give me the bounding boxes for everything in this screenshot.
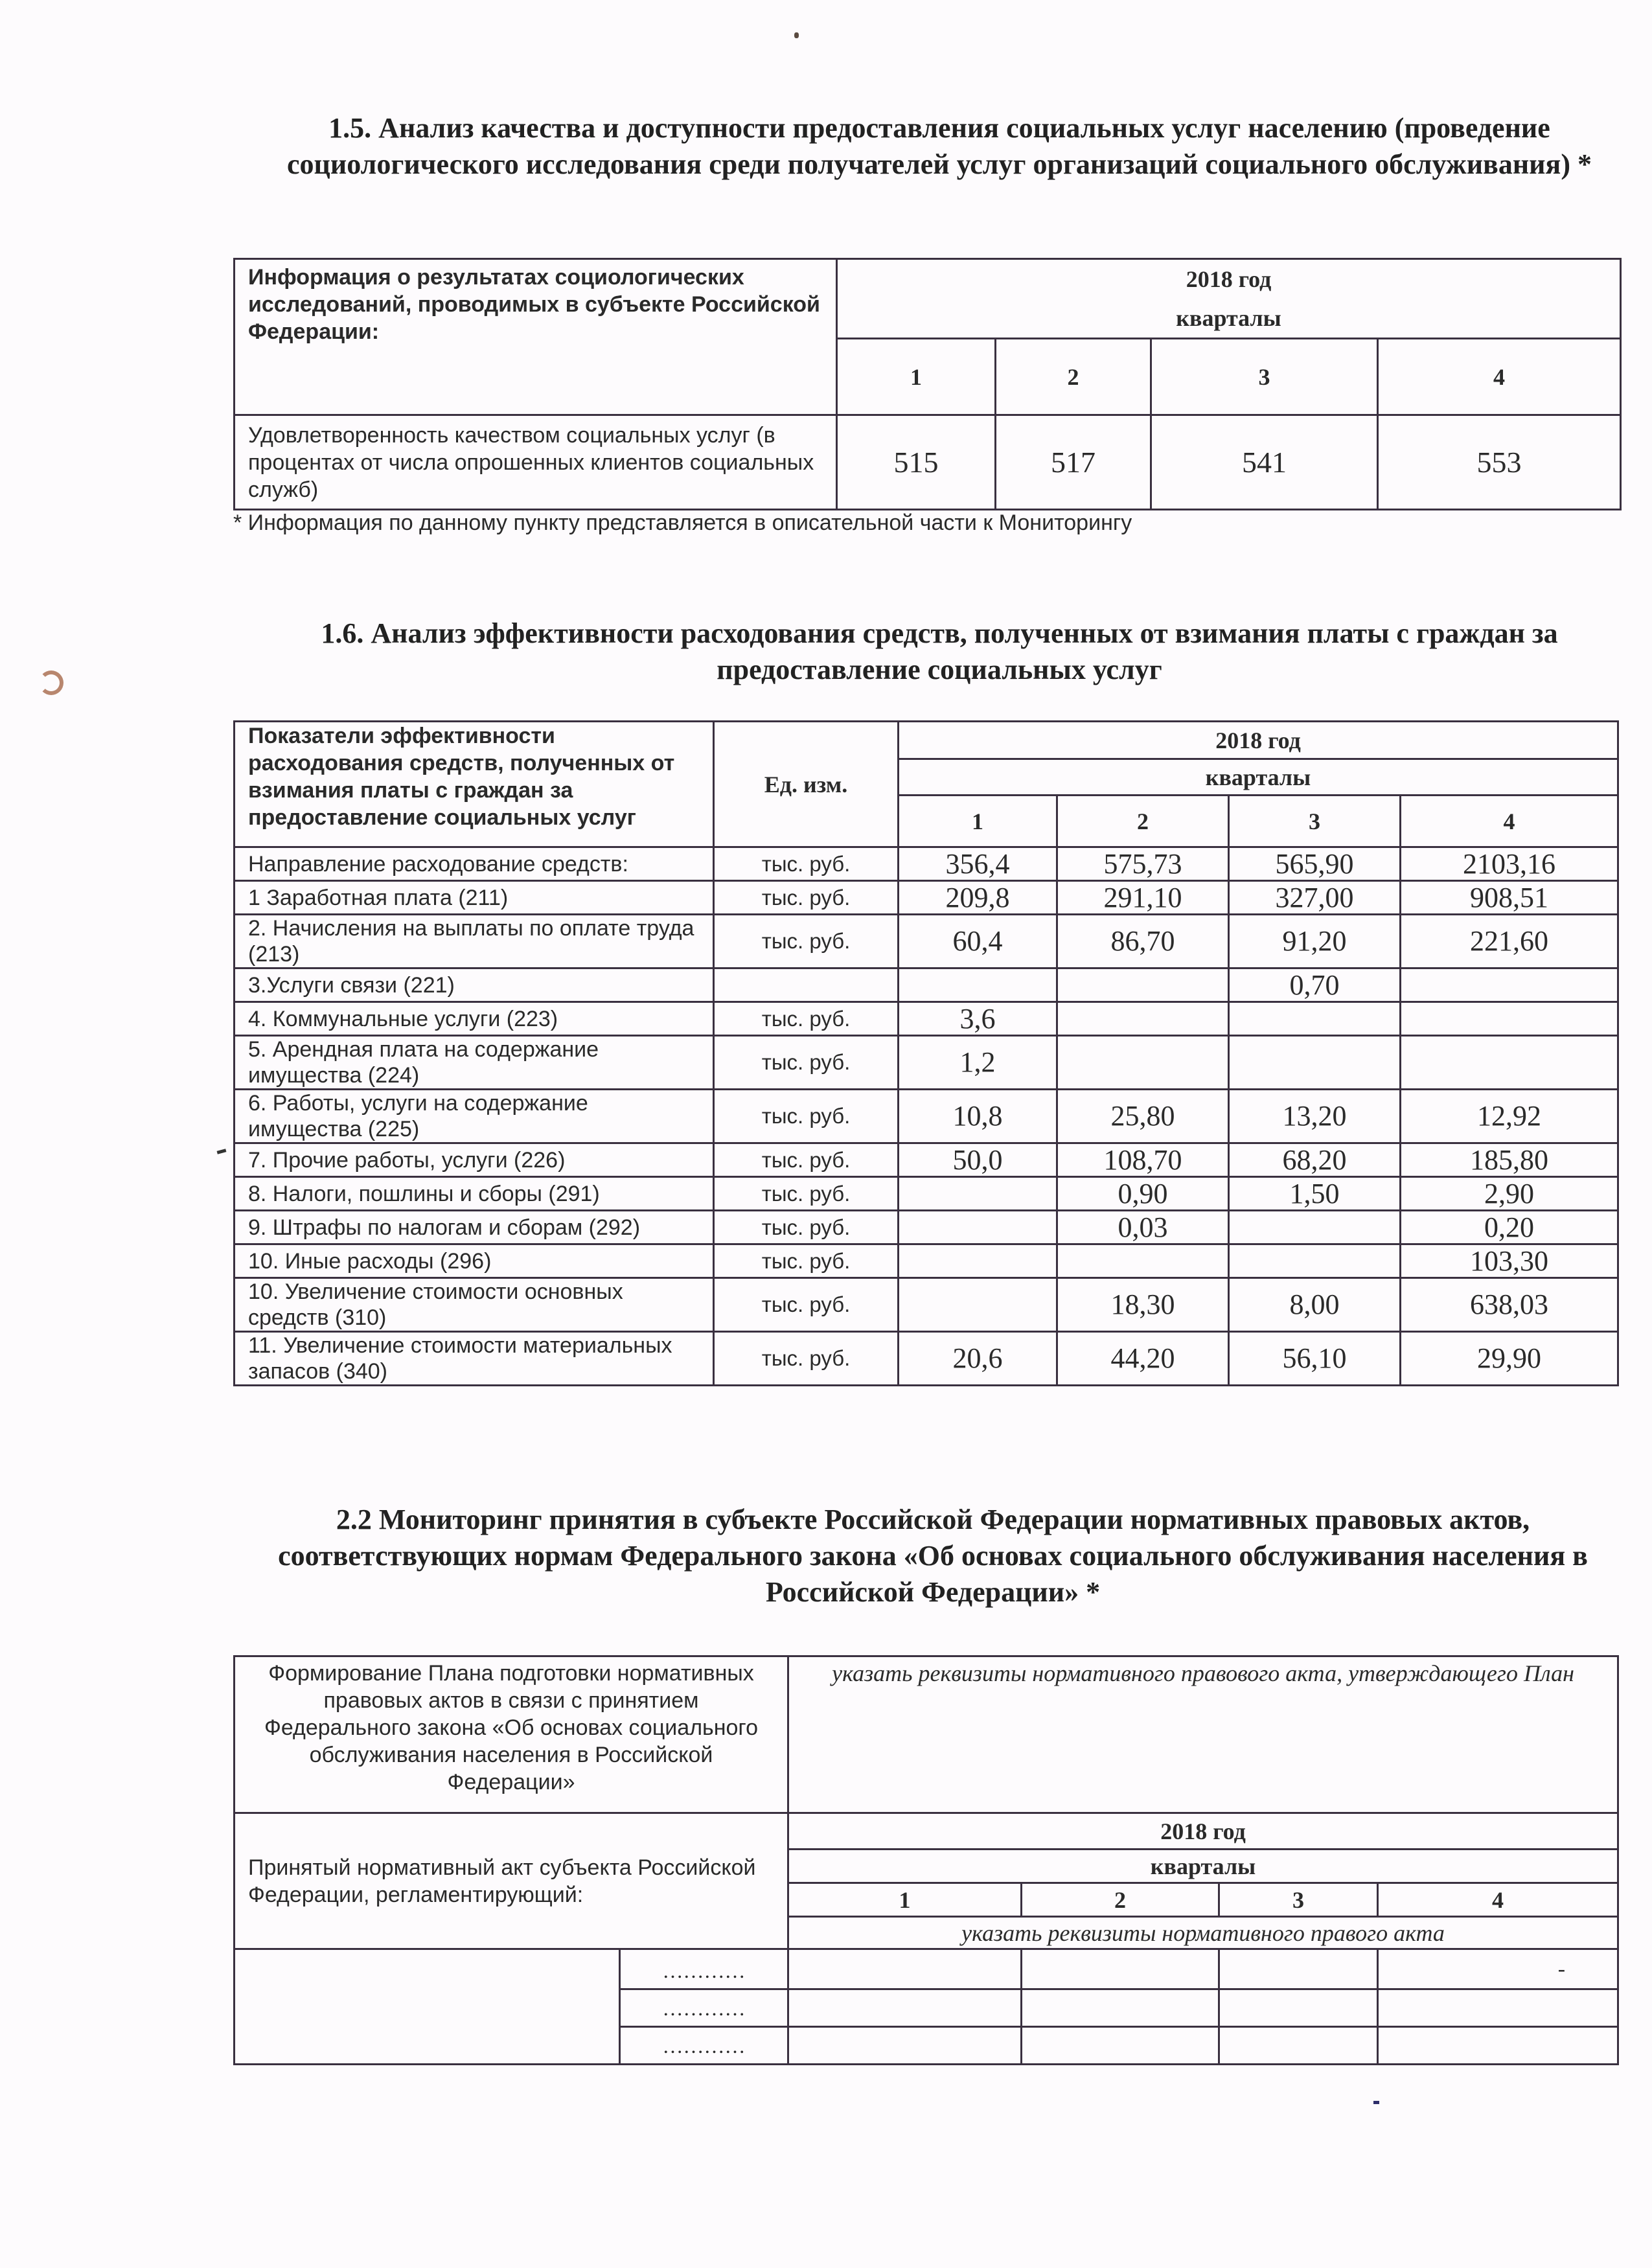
quarters-label: кварталы [788,1850,1618,1883]
cell-value[interactable] [788,2027,1022,2065]
cell-value[interactable] [788,1989,1022,2027]
cell-value: 0,70 [1229,968,1401,1002]
cell-value: 2,90 [1401,1177,1618,1211]
act-item: ………… [620,1989,788,2027]
cell-value [899,1211,1057,1244]
satisfaction-table [233,258,1622,510]
row-label: Удовлетворенность качеством социальных услуг (в процентах от числа опрошенных клиентов социальных служб) [235,415,837,510]
row-label: 8. Налоги, пошлины и сборы (291) [235,1177,714,1211]
row-label: 4. Коммунальные услуги (223) [235,1002,714,1036]
scan-speck [217,1149,227,1154]
quarter-header: 2 [996,339,1151,415]
cell-value: 638,03 [1401,1278,1618,1332]
row-label: 5. Арендная плата на содержание имущества (224) [235,1036,714,1090]
table-row [235,415,1621,510]
unit-header: Ед. изм. [714,722,899,847]
cell-value: 209,8 [899,881,1057,915]
section-1-6-title: 1.6. Анализ эффективности расходования средств, полученных от взимания платы с граждан за предоставление социальных услуг [321,617,1558,685]
cell-value [899,1278,1057,1332]
cell-value[interactable] [1022,2027,1219,2065]
cell-value [1401,968,1618,1002]
expenditure-header-label: Показатели эффективности расходования средств, полученных от взимания платы с граждан за предоставление социальных услуг [235,722,714,847]
row-unit: тыс. руб. [714,1244,899,1278]
cell-value: 56,10 [1229,1332,1401,1386]
section-1-5-title: 1.5. Анализ качества и доступности предоставления социальных услуг населению (проведение социологического исследования среди получателей услуг организаций социального обслуживания) * [287,112,1592,180]
row-unit: тыс. руб. [714,1278,899,1332]
table-row [235,1949,1618,1989]
row-unit: тыс. руб. [714,847,899,881]
act-item: ………… [620,2027,788,2065]
cell-value: 1,2 [899,1036,1057,1090]
cell-value[interactable] [1219,1989,1378,2027]
footnote: * Информация по данному пункту представляется в описательной части к Мониторингу [233,510,1132,535]
expenditure-rows [235,847,1618,1386]
cell-value: 50,0 [899,1143,1057,1177]
plan-label: Формирование Плана подготовки нормативных правовых актов в связи с принятием Федерального закона «Об основах социального обслуживания населения в Российской Федерации» [235,1656,788,1813]
cell-value: 517 [996,415,1151,510]
cell-value [1229,1036,1401,1090]
cell-value [1057,1244,1229,1278]
row-label: Направление расходование средств: [235,847,714,881]
row-label: 2. Начисления на выплаты по оплате труда (213) [235,915,714,968]
quarter-header: 2 [1057,796,1229,847]
row-unit [714,968,899,1002]
cell-value: 18,30 [1057,1278,1229,1332]
normative-acts-table [233,1655,1619,2065]
quarter-header: 4 [1378,339,1621,415]
cell-value [1229,1002,1401,1036]
cell-value: 221,60 [1401,915,1618,968]
cell-value[interactable]: - [1378,1949,1618,1989]
quarter-header: 3 [1151,339,1378,415]
cell-value: 356,4 [899,847,1057,881]
cell-value: 29,90 [1401,1332,1618,1386]
cell-value[interactable] [1219,1949,1378,1989]
cell-value: 291,10 [1057,881,1229,915]
cell-value: 0,03 [1057,1211,1229,1244]
expenditure-table [233,720,1619,1386]
cell-value [1401,1002,1618,1036]
row-label: 9. Штрафы по налогам и сборам (292) [235,1211,714,1244]
cell-value [1057,968,1229,1002]
cell-value: 44,20 [1057,1332,1229,1386]
cell-value: 20,6 [899,1332,1057,1386]
row-unit: тыс. руб. [714,1332,899,1386]
table-row [235,847,1618,881]
cell-value: 2103,16 [1401,847,1618,881]
table-row [235,881,1618,915]
cell-value[interactable] [1378,2027,1618,2065]
cell-value: 91,20 [1229,915,1401,968]
table-row [235,1332,1618,1386]
year-label: 2018 год [788,1813,1618,1850]
row-unit: тыс. руб. [714,881,899,915]
cell-value: 541 [1151,415,1378,510]
cell-value: 553 [1378,415,1621,510]
cell-value: 103,30 [1401,1244,1618,1278]
section-2-2-title: 2.2 Мониторинг принятия в субъекте Российской Федерации нормативных правовых актов, соответствующих нормам Федерального закона «Об основах социального обслуживания населения в Российской Федерации» * [278,1504,1588,1608]
row-label: 6. Работы, услуги на содержание имущества (225) [235,1090,714,1143]
quarter-header: 2 [1022,1883,1219,1917]
quarter-header: 1 [899,796,1057,847]
row-label: 7. Прочие работы, услуги (226) [235,1143,714,1177]
cell-value [1057,1036,1229,1090]
quarter-header: 1 [788,1883,1022,1917]
cell-value: 68,20 [1229,1143,1401,1177]
row-unit: тыс. руб. [714,1211,899,1244]
table-row [235,1244,1618,1278]
cell-value: 12,92 [1401,1090,1618,1143]
table-row [235,1143,1618,1177]
quarter-header: 3 [1219,1883,1378,1917]
cell-value: 908,51 [1401,881,1618,915]
cell-value [1229,1244,1401,1278]
scan-speck [1373,2101,1379,2104]
year-quarters-header [837,259,1621,339]
year-label: 2018 год [1186,266,1272,292]
quarter-header: 1 [837,339,996,415]
requisites-hint: указать реквизиты нормативного правого акта [788,1917,1618,1949]
cell-value: 86,70 [1057,915,1229,968]
row-unit: тыс. руб. [714,915,899,968]
cell-value: 60,4 [899,915,1057,968]
scan-stain [39,670,63,695]
row-label: 1 Заработная плата (211) [235,881,714,915]
row-unit: тыс. руб. [714,1143,899,1177]
cell-value [1401,1036,1618,1090]
quarter-header: 4 [1401,796,1618,847]
table-row [235,1036,1618,1090]
satisfaction-header-label: Информация о результатах социологических исследований, проводимых в субъекте Российской Федерации: [235,259,837,415]
row-label: 11. Увеличение стоимости материальных запасов (340) [235,1332,714,1386]
cell-value: 13,20 [1229,1090,1401,1143]
cell-value: 185,80 [1401,1143,1618,1177]
cell-value [899,1177,1057,1211]
cell-value: 10,8 [899,1090,1057,1143]
table-row [235,968,1618,1002]
table-row [235,915,1618,968]
cell-value: 575,73 [1057,847,1229,881]
table-row [235,1211,1618,1244]
table-row [235,1002,1618,1036]
row-unit: тыс. руб. [714,1177,899,1211]
act-blank-cell[interactable] [235,1949,620,2065]
cell-value[interactable] [1219,2027,1378,2065]
cell-value[interactable] [1022,1949,1219,1989]
cell-value: 1,50 [1229,1177,1401,1211]
cell-value [899,968,1057,1002]
table-row [235,1177,1618,1211]
year-label: 2018 год [899,722,1618,759]
cell-value[interactable] [1022,1989,1219,2027]
act-item: ………… [620,1949,788,1989]
cell-value[interactable] [788,1949,1022,1989]
table-row [235,1278,1618,1332]
table-row [235,1090,1618,1143]
row-unit: тыс. руб. [714,1090,899,1143]
act-label: Принятый нормативный акт субъекта Российской Федерации, регламентирующий: [235,1813,788,1949]
scan-speck [794,32,799,38]
row-unit: тыс. руб. [714,1036,899,1090]
cell-value[interactable] [1378,1989,1618,2027]
quarter-header: 4 [1378,1883,1618,1917]
quarter-header: 3 [1229,796,1401,847]
quarters-label: кварталы [899,759,1618,796]
row-unit: тыс. руб. [714,1002,899,1036]
cell-value: 8,00 [1229,1278,1401,1332]
cell-value: 25,80 [1057,1090,1229,1143]
cell-value [899,1244,1057,1278]
row-label: 3.Услуги связи (221) [235,968,714,1002]
quarters-label: кварталы [1176,305,1281,331]
row-label: 10. Иные расходы (296) [235,1244,714,1278]
cell-value [1229,1211,1401,1244]
cell-value: 0,20 [1401,1211,1618,1244]
plan-requisites-field[interactable]: указать реквизиты нормативного правового акта, утверждающего План [788,1656,1618,1813]
row-label: 10. Увеличение стоимости основных средств (310) [235,1278,714,1332]
cell-value: 108,70 [1057,1143,1229,1177]
cell-value: 327,00 [1229,881,1401,915]
cell-value: 515 [837,415,996,510]
cell-value: 3,6 [899,1002,1057,1036]
cell-value: 565,90 [1229,847,1401,881]
cell-value: 0,90 [1057,1177,1229,1211]
cell-value [1057,1002,1229,1036]
